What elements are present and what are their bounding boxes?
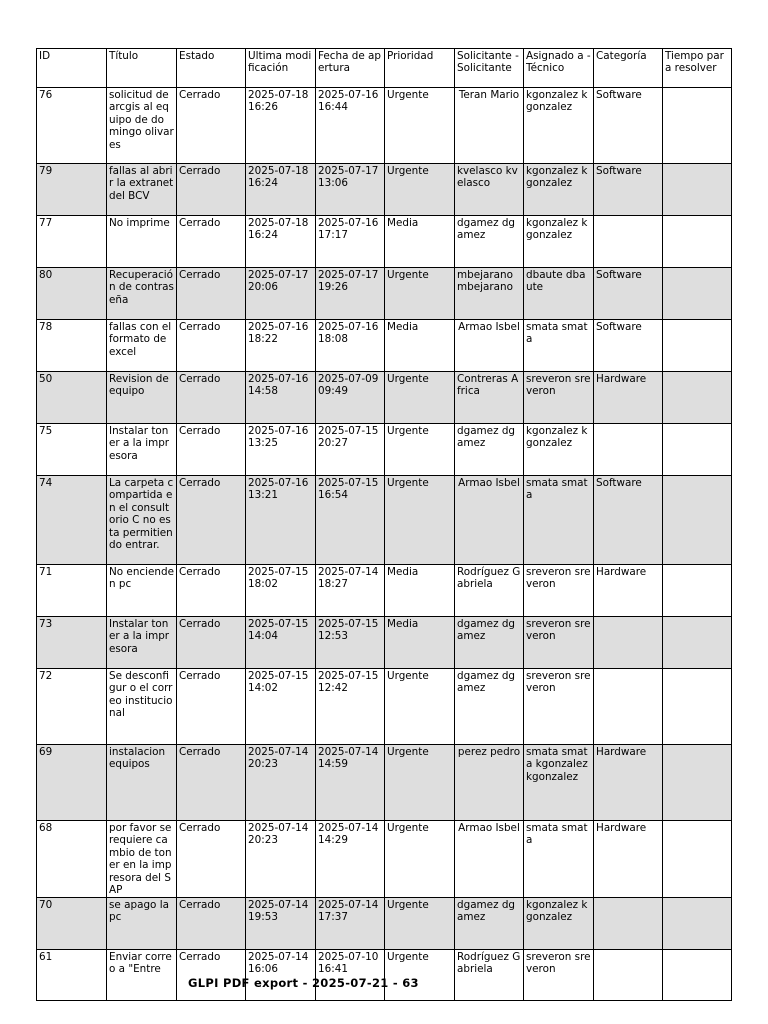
ticket-tiempo-resolver — [663, 821, 732, 898]
ticket-id: 75 — [37, 424, 107, 476]
ticket-id: 77 — [37, 216, 107, 268]
ticket-tiempo-resolver — [663, 88, 732, 164]
ticket-prioridad: Urgente — [385, 745, 455, 821]
ticket-tiempo-resolver — [663, 216, 732, 268]
ticket-asignado: kgonzalez kgonzalez — [524, 424, 594, 476]
table-row — [37, 216, 732, 268]
ticket-categoria — [594, 898, 663, 950]
ticket-solicitante: dgamez dgamez — [455, 898, 524, 950]
header-estado: Estado — [177, 49, 246, 88]
ticket-categoria: Software — [594, 164, 663, 216]
ticket-tiempo-resolver — [663, 617, 732, 669]
ticket-asignado: dbaute dbaute — [524, 268, 594, 320]
ticket-titulo: fallas al abrir la extranet del BCV — [107, 164, 177, 216]
header-fecha-apertura: Fecha de apertura — [316, 49, 385, 88]
ticket-prioridad: Urgente — [385, 898, 455, 950]
ticket-categoria: Hardware — [594, 821, 663, 898]
ticket-titulo: se apago la pc — [107, 898, 177, 950]
ticket-id: 68 — [37, 821, 107, 898]
ticket-categoria — [594, 617, 663, 669]
table-row — [37, 898, 732, 950]
header-id: ID — [37, 49, 107, 88]
ticket-tiempo-resolver — [663, 424, 732, 476]
ticket-categoria: Software — [594, 320, 663, 372]
ticket-estado: Cerrado — [177, 950, 246, 1001]
ticket-prioridad: Media — [385, 565, 455, 617]
ticket-fecha-apertura: 2025-07-15 12:53 — [316, 617, 385, 669]
ticket-fecha-apertura: 2025-07-16 18:08 — [316, 320, 385, 372]
table-row — [37, 320, 732, 372]
ticket-id: 76 — [37, 88, 107, 164]
ticket-asignado: smata smata kgonzalez kgonzalez — [524, 745, 594, 821]
ticket-ultima-modificacion: 2025-07-15 18:02 — [246, 565, 316, 617]
ticket-ultima-modificacion: 2025-07-16 14:58 — [246, 372, 316, 424]
ticket-categoria: Software — [594, 268, 663, 320]
ticket-id: 80 — [37, 268, 107, 320]
ticket-id: 71 — [37, 565, 107, 617]
ticket-asignado: sreveron sreveron — [524, 950, 594, 1001]
ticket-solicitante: Teran Mario — [455, 88, 524, 164]
ticket-ultima-modificacion: 2025-07-17 20:06 — [246, 268, 316, 320]
ticket-solicitante: mbejarano mbejarano — [455, 268, 524, 320]
ticket-tiempo-resolver — [663, 950, 732, 1001]
ticket-estado: Cerrado — [177, 88, 246, 164]
ticket-estado: Cerrado — [177, 424, 246, 476]
ticket-categoria — [594, 669, 663, 745]
ticket-prioridad: Urgente — [385, 821, 455, 898]
ticket-estado: Cerrado — [177, 898, 246, 950]
ticket-titulo: Revision de equipo — [107, 372, 177, 424]
ticket-id: 78 — [37, 320, 107, 372]
header-prioridad: Prioridad — [385, 49, 455, 88]
table-row — [37, 669, 732, 745]
ticket-ultima-modificacion: 2025-07-16 18:22 — [246, 320, 316, 372]
ticket-fecha-apertura: 2025-07-10 16:41 — [316, 950, 385, 1001]
ticket-tiempo-resolver — [663, 164, 732, 216]
ticket-titulo: No imprime — [107, 216, 177, 268]
ticket-titulo: por favor se requiere cambio de toner en la impresora del SAP — [107, 821, 177, 898]
ticket-estado: Cerrado — [177, 216, 246, 268]
ticket-id: 73 — [37, 617, 107, 669]
ticket-titulo: instalacion equipos — [107, 745, 177, 821]
ticket-asignado: kgonzalez kgonzalez — [524, 88, 594, 164]
ticket-categoria — [594, 950, 663, 1001]
ticket-fecha-apertura: 2025-07-15 20:27 — [316, 424, 385, 476]
header-ultima-modificacion: Ultima modificación — [246, 49, 316, 88]
ticket-asignado: smata smata — [524, 476, 594, 565]
ticket-tiempo-resolver — [663, 372, 732, 424]
export-footer: GLPI PDF export - 2025-07-21 - 63 — [188, 976, 419, 990]
ticket-fecha-apertura: 2025-07-16 16:44 — [316, 88, 385, 164]
table-row — [37, 88, 732, 164]
ticket-prioridad: Media — [385, 320, 455, 372]
ticket-estado: Cerrado — [177, 268, 246, 320]
ticket-solicitante: Armao Isbel — [455, 821, 524, 898]
ticket-categoria: Hardware — [594, 372, 663, 424]
table-row — [37, 617, 732, 669]
ticket-tiempo-resolver — [663, 320, 732, 372]
ticket-asignado: smata smata — [524, 320, 594, 372]
ticket-ultima-modificacion: 2025-07-16 13:21 — [246, 476, 316, 565]
ticket-asignado: smata smata — [524, 821, 594, 898]
ticket-asignado: sreveron sreveron — [524, 617, 594, 669]
ticket-ultima-modificacion: 2025-07-18 16:24 — [246, 216, 316, 268]
header-titulo: Título — [107, 49, 177, 88]
ticket-id: 72 — [37, 669, 107, 745]
ticket-asignado: sreveron sreveron — [524, 565, 594, 617]
ticket-prioridad: Urgente — [385, 164, 455, 216]
ticket-estado: Cerrado — [177, 617, 246, 669]
ticket-ultima-modificacion: 2025-07-14 20:23 — [246, 821, 316, 898]
ticket-solicitante: dgamez dgamez — [455, 424, 524, 476]
ticket-prioridad: Urgente — [385, 950, 455, 1001]
ticket-asignado: sreveron sreveron — [524, 669, 594, 745]
table-row — [37, 164, 732, 216]
ticket-tiempo-resolver — [663, 565, 732, 617]
ticket-solicitante: Contreras Africa — [455, 372, 524, 424]
ticket-tiempo-resolver — [663, 745, 732, 821]
ticket-estado: Cerrado — [177, 372, 246, 424]
ticket-ultima-modificacion: 2025-07-18 16:26 — [246, 88, 316, 164]
ticket-estado: Cerrado — [177, 164, 246, 216]
header-asignado: Asignado a - Técnico — [524, 49, 594, 88]
tickets-table — [36, 48, 732, 1001]
ticket-solicitante: Rodríguez Gabriela — [455, 565, 524, 617]
ticket-prioridad: Urgente — [385, 669, 455, 745]
ticket-ultima-modificacion: 2025-07-14 19:53 — [246, 898, 316, 950]
ticket-tiempo-resolver — [663, 898, 732, 950]
ticket-solicitante: Rodríguez Gabriela — [455, 950, 524, 1001]
ticket-titulo: solicitud de arcgis al equipo de domingo olivares — [107, 88, 177, 164]
ticket-ultima-modificacion: 2025-07-14 20:23 — [246, 745, 316, 821]
ticket-ultima-modificacion: 2025-07-15 14:04 — [246, 617, 316, 669]
ticket-fecha-apertura: 2025-07-09 09:49 — [316, 372, 385, 424]
ticket-fecha-apertura: 2025-07-15 12:42 — [316, 669, 385, 745]
ticket-estado: Cerrado — [177, 745, 246, 821]
ticket-solicitante: Armao Isbel — [455, 476, 524, 565]
ticket-asignado: kgonzalez kgonzalez — [524, 164, 594, 216]
ticket-titulo: Instalar toner a la impresora — [107, 617, 177, 669]
ticket-id: 70 — [37, 898, 107, 950]
ticket-solicitante: dgamez dgamez — [455, 669, 524, 745]
ticket-asignado: kgonzalez kgonzalez — [524, 898, 594, 950]
ticket-asignado: kgonzalez kgonzalez — [524, 216, 594, 268]
ticket-tiempo-resolver — [663, 669, 732, 745]
ticket-estado: Cerrado — [177, 669, 246, 745]
ticket-fecha-apertura: 2025-07-17 13:06 — [316, 164, 385, 216]
ticket-titulo: Enviar correo a "Entre — [107, 950, 177, 1001]
ticket-ultima-modificacion: 2025-07-16 13:25 — [246, 424, 316, 476]
table-row — [37, 565, 732, 617]
ticket-solicitante: perez pedro — [455, 745, 524, 821]
table-row — [37, 268, 732, 320]
ticket-categoria: Hardware — [594, 745, 663, 821]
ticket-tiempo-resolver — [663, 268, 732, 320]
ticket-id: 74 — [37, 476, 107, 565]
ticket-titulo: Recuperación de contraseña — [107, 268, 177, 320]
ticket-ultima-modificacion: 2025-07-18 16:24 — [246, 164, 316, 216]
ticket-prioridad: Urgente — [385, 88, 455, 164]
ticket-categoria: Hardware — [594, 565, 663, 617]
ticket-estado: Cerrado — [177, 565, 246, 617]
ticket-id: 50 — [37, 372, 107, 424]
ticket-categoria: Software — [594, 476, 663, 565]
ticket-estado: Cerrado — [177, 821, 246, 898]
ticket-prioridad: Urgente — [385, 476, 455, 565]
table-row — [37, 745, 732, 821]
header-tiempo-resolver: Tiempo para resolver — [663, 49, 732, 88]
ticket-ultima-modificacion: 2025-07-14 16:06 — [246, 950, 316, 1001]
ticket-categoria: Software — [594, 88, 663, 164]
ticket-id: 69 — [37, 745, 107, 821]
ticket-categoria — [594, 216, 663, 268]
ticket-estado: Cerrado — [177, 320, 246, 372]
header-solicitante: Solicitante - Solicitante — [455, 49, 524, 88]
table-header-row — [37, 49, 732, 88]
ticket-prioridad: Urgente — [385, 268, 455, 320]
ticket-asignado: sreveron sreveron — [524, 372, 594, 424]
ticket-id: 61 — [37, 950, 107, 1001]
ticket-estado: Cerrado — [177, 476, 246, 565]
ticket-tiempo-resolver — [663, 476, 732, 565]
ticket-titulo: Instalar toner a la impresora — [107, 424, 177, 476]
ticket-titulo: Se desconfigur o el correo institucional — [107, 669, 177, 745]
ticket-solicitante: Armao Isbel — [455, 320, 524, 372]
ticket-prioridad: Urgente — [385, 424, 455, 476]
table-row — [37, 821, 732, 898]
table-row — [37, 476, 732, 565]
ticket-titulo: La carpeta compartida en el consultorio C no esta permitiendo entrar. — [107, 476, 177, 565]
ticket-id: 79 — [37, 164, 107, 216]
header-categoria: Categoría — [594, 49, 663, 88]
ticket-fecha-apertura: 2025-07-14 17:37 — [316, 898, 385, 950]
ticket-solicitante: dgamez dgamez — [455, 617, 524, 669]
ticket-fecha-apertura: 2025-07-15 16:54 — [316, 476, 385, 565]
ticket-solicitante: dgamez dgamez — [455, 216, 524, 268]
table-row — [37, 424, 732, 476]
ticket-prioridad: Urgente — [385, 372, 455, 424]
ticket-titulo: fallas con el formato de excel — [107, 320, 177, 372]
ticket-fecha-apertura: 2025-07-14 14:29 — [316, 821, 385, 898]
ticket-fecha-apertura: 2025-07-14 18:27 — [316, 565, 385, 617]
ticket-solicitante: kvelasco kvelasco — [455, 164, 524, 216]
ticket-prioridad: Media — [385, 216, 455, 268]
table-row — [37, 950, 732, 1001]
ticket-titulo: No encienden pc — [107, 565, 177, 617]
ticket-fecha-apertura: 2025-07-14 14:59 — [316, 745, 385, 821]
ticket-categoria — [594, 424, 663, 476]
ticket-fecha-apertura: 2025-07-16 17:17 — [316, 216, 385, 268]
ticket-fecha-apertura: 2025-07-17 19:26 — [316, 268, 385, 320]
ticket-ultima-modificacion: 2025-07-15 14:02 — [246, 669, 316, 745]
table-row — [37, 372, 732, 424]
ticket-prioridad: Media — [385, 617, 455, 669]
